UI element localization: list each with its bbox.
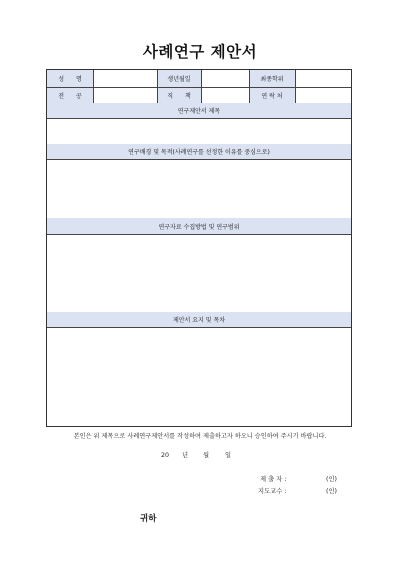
- section-body-methods[interactable]: [47, 235, 351, 312]
- degree-field[interactable]: [295, 70, 351, 87]
- divider: [157, 70, 158, 103]
- divider: [295, 70, 296, 103]
- major-field[interactable]: [93, 87, 157, 103]
- section-heading-title: 연구제안서 제목: [47, 103, 351, 118]
- closing-regards: 귀하: [140, 514, 157, 524]
- contact-field[interactable]: [295, 87, 351, 103]
- document-title: 사례연구 제안서: [142, 43, 258, 61]
- position-label: 직 책: [157, 87, 201, 103]
- date-month: 월: [203, 452, 210, 459]
- position-field[interactable]: [201, 87, 249, 103]
- section-body-background[interactable]: [47, 160, 351, 218]
- date-year: 년: [182, 452, 189, 459]
- contact-label: 연 락 처: [249, 87, 295, 103]
- name-label: 성 명: [47, 70, 93, 87]
- divider: [201, 70, 202, 103]
- major-label: 전 공: [47, 87, 93, 103]
- degree-label: 최종학위: [249, 70, 295, 87]
- section-heading-background: 연구배경 및 목적(사례연구를 선정한 이유를 중심으로): [47, 144, 351, 159]
- divider: [249, 70, 250, 103]
- birthdate-label: 생년월일: [157, 70, 201, 87]
- section-body-title[interactable]: [47, 119, 351, 144]
- divider: [93, 70, 94, 103]
- birthdate-field[interactable]: [201, 70, 249, 87]
- advisor-label: 지도교수 :: [258, 488, 287, 495]
- section-heading-summary: 제안서 요지 및 목차: [47, 312, 351, 327]
- date-year-prefix: 20: [161, 452, 170, 459]
- declaration-text: 본인은 위 제목으로 사례연구제안서를 작성하여 제출하고자 하오니 승인하여 주시기 바랍니다.: [73, 433, 327, 440]
- date-day: 일: [225, 452, 232, 459]
- section-heading-methods: 연구자료 수집방법 및 연구범위: [47, 218, 351, 234]
- advisor-seal: (인): [326, 488, 337, 495]
- date-line: [161, 450, 231, 459]
- submitter-seal: (인): [326, 476, 337, 483]
- name-field[interactable]: [93, 70, 157, 87]
- submitter-label: 제 출 자 :: [260, 476, 287, 483]
- proposal-form: [46, 69, 352, 427]
- section-body-summary[interactable]: [47, 328, 351, 425]
